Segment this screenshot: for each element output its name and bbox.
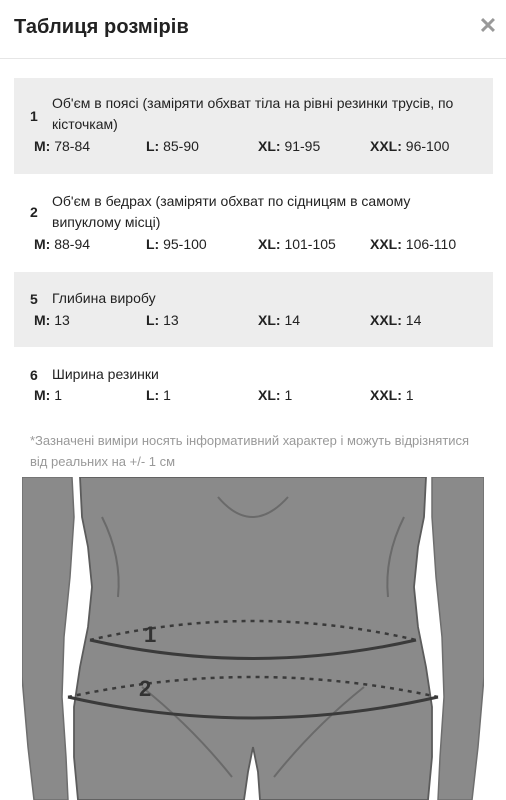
size-row-waistband: [14, 349, 493, 424]
size-row-depth: [14, 272, 493, 347]
row-sizes: [34, 312, 484, 332]
row-description: Ширина резинки: [52, 366, 159, 382]
size-m: M: 13: [34, 312, 70, 328]
row-description: Глибина виробу: [52, 290, 156, 306]
row-sizes: [34, 236, 484, 256]
close-icon[interactable]: ✕: [478, 13, 498, 38]
size-xxl: XXL: 96-100: [370, 138, 450, 154]
size-m: M: 78-84: [34, 138, 91, 154]
size-m: M: 1: [34, 387, 63, 403]
size-row-waist: [14, 78, 493, 174]
row-number: 1: [30, 108, 38, 124]
body-measurement-figure: [22, 477, 484, 800]
size-m: M: 88-94: [34, 236, 91, 252]
measurement-marker-1: 1: [144, 622, 157, 647]
size-xl: XL: 101-105: [258, 236, 336, 252]
size-xxl: XXL: 1: [370, 387, 414, 403]
row-description: Об'єм в бедрах (заміряти обхват по сідницям в самому випуклому місці): [52, 193, 411, 230]
modal-header: [0, 0, 506, 58]
header-divider: [0, 58, 506, 59]
size-l: L: 95-100: [146, 236, 207, 252]
size-l: L: 1: [146, 387, 171, 403]
size-l: L: 13: [146, 312, 179, 328]
row-sizes: [34, 387, 484, 407]
size-row-hips: [14, 176, 493, 270]
size-xxl: XXL: 14: [370, 312, 422, 328]
size-xl: XL: 1: [258, 387, 293, 403]
row-number: 5: [30, 291, 38, 307]
measurement-marker-2: 2: [139, 676, 152, 701]
size-xl: XL: 91-95: [258, 138, 321, 154]
disclaimer-note: *Зазначені виміри носять інформативний характер і можуть відрізнятися від реальних на +/- 1 см: [30, 433, 470, 469]
size-l: L: 85-90: [146, 138, 199, 154]
size-xxl: XXL: 106-110: [370, 236, 457, 252]
row-number: 2: [30, 204, 38, 220]
row-sizes: [34, 138, 484, 158]
row-description: Об'єм в поясі (заміряти обхват тіла на рівні резинки трусів, по кісточкам): [52, 95, 454, 132]
size-xl: XL: 14: [258, 312, 301, 328]
modal-title: Таблиця розмірів: [14, 16, 189, 38]
row-number: 6: [30, 367, 38, 383]
